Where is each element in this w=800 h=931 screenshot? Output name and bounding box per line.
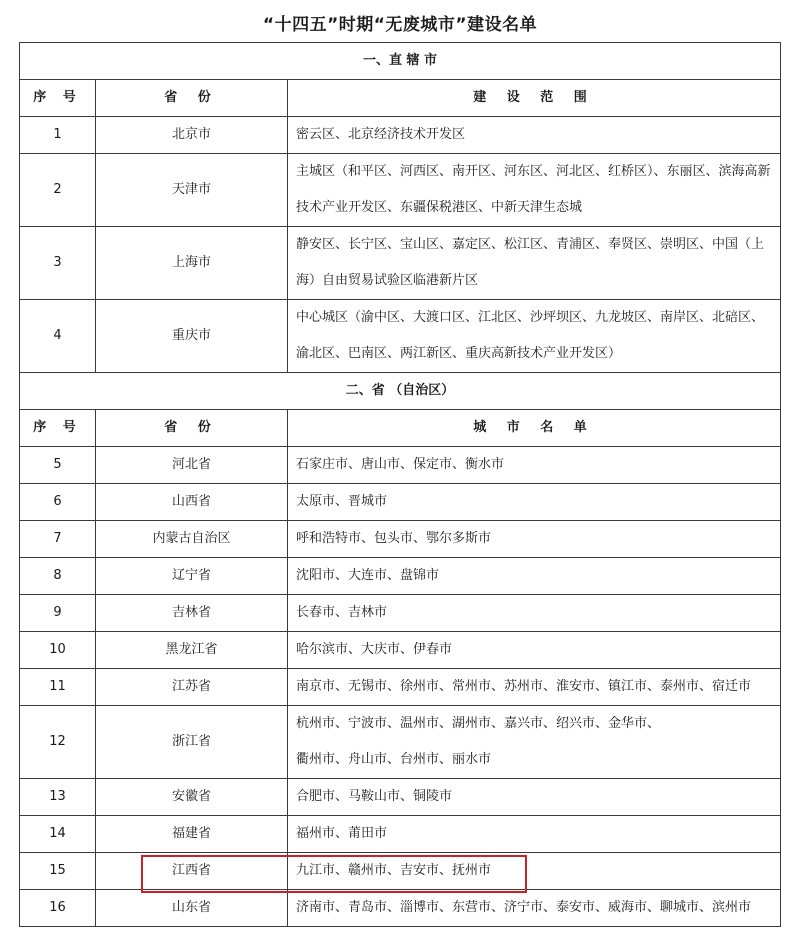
table-row [20,816,781,853]
row-cities: 长春市、吉林市 [288,595,781,632]
column-header-cities: 城 市 名 单 [288,410,781,447]
city-list-table [19,42,781,927]
table-row [20,227,781,300]
table-row [20,154,781,227]
row-province: 山西省 [96,484,288,521]
row-province: 江西省 [96,853,288,890]
table-row [20,706,781,779]
section-heading-provinces: 二、省 （自治区） [20,373,781,410]
row-number: 7 [20,521,96,558]
table-row [20,595,781,632]
row-number: 11 [20,669,96,706]
row-province: 辽宁省 [96,558,288,595]
table-header-row [20,410,781,447]
document-title: “十四五”时期“无废城市”建设名单 [262,15,538,35]
section-heading-row [20,373,781,410]
row-province: 重庆市 [96,300,288,373]
section-heading-municipalities: 一、直 辖 市 [20,43,781,80]
table-row [20,558,781,595]
row-province: 天津市 [96,154,288,227]
row-scope: 密云区、北京经济技术开发区 [288,117,781,154]
row-cities: 哈尔滨市、大庆市、伊春市 [288,632,781,669]
row-province: 北京市 [96,117,288,154]
row-cities [288,706,781,779]
row-number: 8 [20,558,96,595]
row-number: 5 [20,447,96,484]
row-cities: 合肥市、马鞍山市、铜陵市 [288,779,781,816]
table-header-row [20,80,781,117]
table-row [20,521,781,558]
row-number: 13 [20,779,96,816]
table-row [20,484,781,521]
table-row [20,779,781,816]
table-row [20,853,781,890]
row-scope: 中心城区（渝中区、大渡口区、江北区、沙坪坝区、九龙坡区、南岸区、北碚区、渝北区、巴南区、两江新区、重庆高新技术产业开发区） [288,300,781,373]
row-number: 14 [20,816,96,853]
row-number: 10 [20,632,96,669]
row-cities: 石家庄市、唐山市、保定市、衡水市 [288,447,781,484]
row-cities: 太原市、晋城市 [288,484,781,521]
row-number: 16 [20,890,96,927]
row-number: 2 [20,154,96,227]
row-number: 4 [20,300,96,373]
row-scope: 主城区（和平区、河西区、南开区、河东区、河北区、红桥区）、东丽区、滨海高新技术产业开发区、东疆保税港区、中新天津生态城 [288,154,781,227]
row-number: 6 [20,484,96,521]
row-number: 15 [20,853,96,890]
column-header-no: 序 号 [20,410,96,447]
table-row [20,890,781,927]
row-number: 9 [20,595,96,632]
row-cities: 福州市、莆田市 [288,816,781,853]
row-province: 吉林省 [96,595,288,632]
section-heading-row [20,43,781,80]
table-row [20,117,781,154]
row-province: 山东省 [96,890,288,927]
table-row [20,447,781,484]
row-cities: 济南市、青岛市、淄博市、东营市、济宁市、泰安市、威海市、聊城市、滨州市 [288,890,781,927]
row-province: 河北省 [96,447,288,484]
row-cities-line-2: 衢州市、舟山市、台州市、丽水市 [296,752,492,767]
row-cities: 九江市、赣州市、吉安市、抚州市 [288,853,781,890]
row-cities: 呼和浩特市、包头市、鄂尔多斯市 [288,521,781,558]
row-province: 江苏省 [96,669,288,706]
row-number: 3 [20,227,96,300]
column-header-province: 省 份 [96,80,288,117]
column-header-province: 省 份 [96,410,288,447]
row-province: 上海市 [96,227,288,300]
column-header-scope: 建 设 范 围 [288,80,781,117]
table-row [20,669,781,706]
row-cities: 沈阳市、大连市、盘锦市 [288,558,781,595]
table-row [20,632,781,669]
row-province: 福建省 [96,816,288,853]
column-header-no: 序 号 [20,80,96,117]
row-number: 1 [20,117,96,154]
row-number: 12 [20,706,96,779]
row-cities: 南京市、无锡市、徐州市、常州市、苏州市、淮安市、镇江市、泰州市、宿迁市 [288,669,781,706]
row-scope: 静安区、长宁区、宝山区、嘉定区、松江区、青浦区、奉贤区、崇明区、中国（上海）自由贸易试验区临港新片区 [288,227,781,300]
row-province: 内蒙古自治区 [96,521,288,558]
row-province: 安徽省 [96,779,288,816]
row-province: 黑龙江省 [96,632,288,669]
table-row [20,300,781,373]
row-province: 浙江省 [96,706,288,779]
row-cities-line-1: 杭州市、宁波市、温州市、湖州市、嘉兴市、绍兴市、金华市、 [296,716,661,731]
